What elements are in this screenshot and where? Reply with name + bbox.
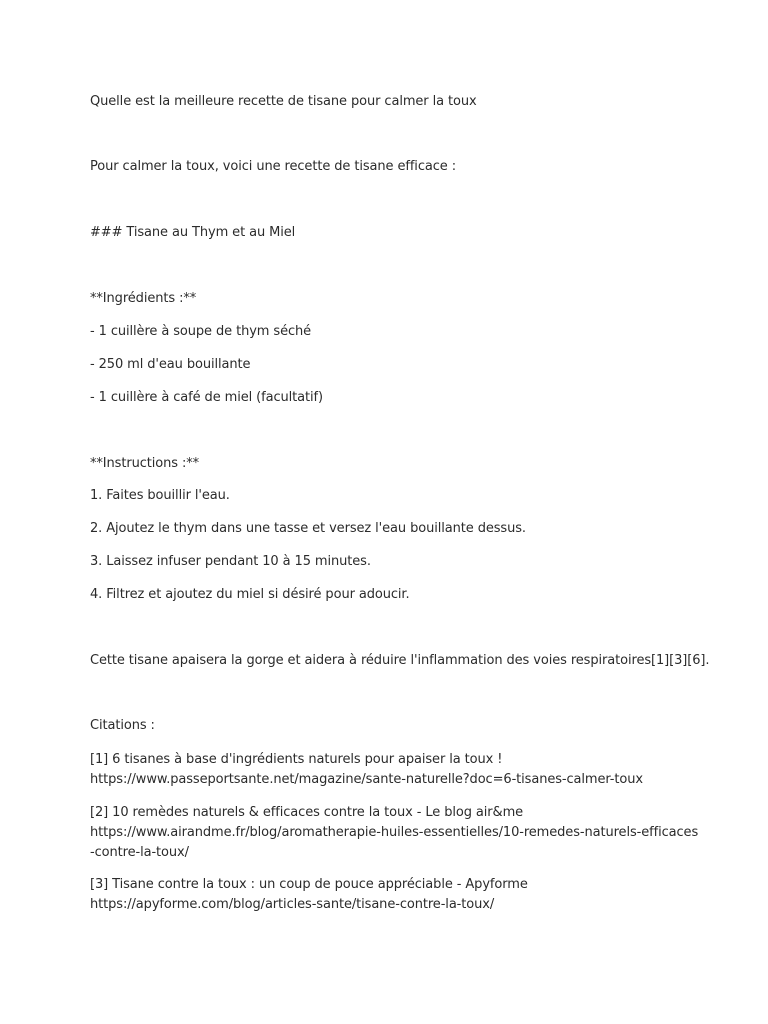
- citation-title: [3] Tisane contre la toux : un coup de pouce appréciable - Apyforme: [90, 877, 528, 892]
- question-text: Quelle est la meilleure recette de tisane pour calmer la toux: [90, 94, 477, 109]
- citation-url: https://www.passeportsante.net/magazine/sante-naturelle?doc=6-tisanes-calmer-toux: [90, 772, 643, 787]
- intro-text: Pour calmer la toux, voici une recette de tisane efficace :: [90, 159, 456, 174]
- ingredient-item: - 1 cuillère à café de miel (facultatif): [90, 390, 323, 405]
- conclusion-text: Cette tisane apaisera la gorge et aidera à réduire l'inflammation des voies respiratoires[1][3][6].: [90, 653, 710, 668]
- ingredient-item: - 250 ml d'eau bouillante: [90, 357, 251, 372]
- citation-item: [90, 750, 690, 790]
- citation-url-continued: -contre-la-toux/: [90, 845, 189, 860]
- citation-item: [90, 875, 690, 915]
- instruction-step: 2. Ajoutez le thym dans une tasse et versez l'eau bouillante dessus.: [90, 521, 526, 536]
- ingredients-heading: **Ingrédients :**: [90, 291, 197, 306]
- citation-title: [1] 6 tisanes à base d'ingrédients naturels pour apaiser la toux !: [90, 752, 503, 767]
- instructions-heading: **Instructions :**: [90, 456, 200, 471]
- citation-title: [2] 10 remèdes naturels & efficaces contre la toux - Le blog air&me: [90, 805, 524, 820]
- citations-heading: Citations :: [90, 718, 155, 733]
- instruction-step: 1. Faites bouillir l'eau.: [90, 488, 230, 503]
- citation-item: [90, 803, 699, 863]
- ingredient-item: - 1 cuillère à soupe de thym séché: [90, 324, 312, 339]
- instruction-step: 3. Laissez infuser pendant 10 à 15 minutes.: [90, 554, 371, 569]
- citation-url: https://apyforme.com/blog/articles-sante/tisane-contre-la-toux/: [90, 897, 495, 912]
- instruction-step: 4. Filtrez et ajoutez du miel si désiré pour adoucir.: [90, 587, 410, 602]
- recipe-heading: ### Tisane au Thym et au Miel: [90, 225, 296, 240]
- citation-url: https://www.airandme.fr/blog/aromatherapie-huiles-essentielles/10-remedes-naturels-efficaces: [90, 825, 699, 840]
